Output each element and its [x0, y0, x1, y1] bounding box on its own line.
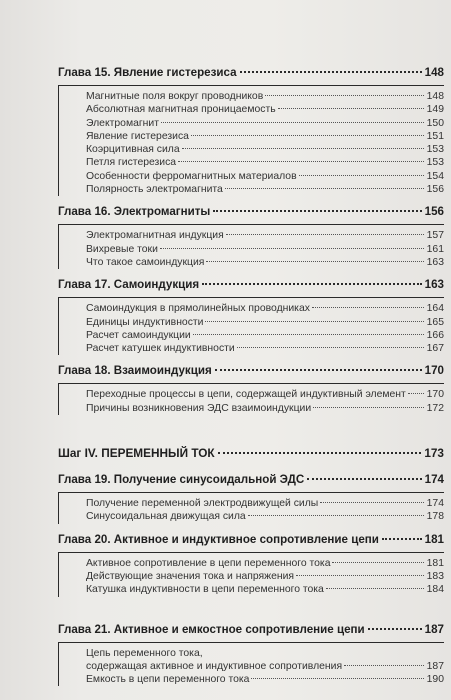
entry-page: 165	[426, 316, 444, 328]
dot-leader	[193, 334, 424, 335]
entry-title: Единицы индуктивности	[86, 316, 204, 328]
entry-page: 190	[426, 674, 444, 686]
entry-page: 184	[426, 584, 444, 596]
entry-title: Явление гистерезиса	[86, 130, 189, 142]
entry-title: Что такое самоиндукция	[86, 256, 205, 268]
chapter-title: Глава 17. Самоиндукция	[58, 278, 200, 292]
toc-entry	[86, 388, 444, 401]
dot-leader	[202, 283, 421, 285]
dot-leader	[161, 122, 424, 123]
chapter-19	[58, 473, 444, 524]
entry-page: 156	[426, 184, 444, 196]
toc-entry	[86, 316, 444, 329]
chapter-heading	[58, 66, 444, 80]
chapter-15	[58, 66, 444, 196]
entry-title: Расчет катушек индуктивности	[86, 343, 235, 355]
entry-page: 166	[426, 329, 444, 341]
entry-title: Полярность электромагнита	[86, 184, 223, 196]
entry-page: 172	[426, 402, 444, 414]
toc-entry	[86, 557, 444, 570]
entry-title: Переходные процессы в цепи, содержащей индуктивный элемент	[86, 389, 406, 401]
dot-leader	[265, 95, 424, 96]
dot-leader	[312, 307, 424, 308]
entry-page: 167	[426, 343, 444, 355]
part-page: 173	[424, 446, 444, 461]
dot-leader	[178, 161, 424, 162]
chapter-entries	[58, 642, 444, 687]
entry-page: 170	[426, 389, 444, 401]
dot-leader	[278, 108, 424, 109]
dot-leader	[251, 678, 424, 679]
entry-page: 183	[426, 570, 444, 582]
dot-leader	[182, 148, 424, 149]
chapter-heading	[58, 364, 444, 378]
entry-page: 174	[426, 498, 444, 510]
chapter-page: 170	[424, 364, 444, 378]
toc-entry	[86, 302, 444, 315]
toc-entry	[86, 243, 444, 256]
toc-entry	[86, 342, 444, 355]
chapter-20	[58, 533, 444, 597]
chapter-page: 187	[424, 622, 444, 636]
chapter-title: Глава 15. Явление гистерезиса	[58, 66, 237, 79]
dot-leader	[237, 347, 424, 348]
dot-leader	[240, 71, 422, 73]
chapter-entries	[58, 297, 444, 355]
entry-page: 187	[426, 660, 444, 672]
toc-entry	[86, 130, 444, 143]
entry-title: Цепь переменного тока,	[86, 647, 203, 659]
entry-title: Особенности ферромагнитных материалов	[86, 170, 297, 182]
chapter-entries	[58, 224, 444, 269]
chapter-heading	[58, 473, 444, 487]
dot-leader	[213, 210, 421, 212]
dot-leader	[296, 575, 424, 576]
entry-page: 153	[426, 144, 444, 156]
entry-page: 151	[426, 130, 444, 142]
dot-leader	[191, 135, 424, 136]
toc-entry	[86, 660, 444, 673]
chapter-entries	[58, 492, 444, 524]
entry-title: Электромагнит	[86, 117, 159, 129]
chapter-heading	[58, 278, 444, 292]
dot-leader	[408, 393, 424, 394]
entry-title: Электромагнитная индукция	[86, 230, 224, 242]
toc-entry	[86, 402, 444, 415]
entry-title: Самоиндукция в прямолинейных проводниках	[86, 303, 310, 315]
toc-entry	[86, 329, 444, 342]
dot-leader	[160, 248, 424, 249]
part-title: Шаг IV. ПЕРЕМЕННЫЙ ТОК	[58, 446, 215, 461]
toc-entry	[86, 103, 444, 116]
entry-page: 164	[426, 303, 444, 315]
toc-entry	[86, 583, 444, 596]
dot-leader	[320, 502, 424, 503]
toc-entry	[86, 117, 444, 130]
entry-page: 163	[426, 256, 444, 268]
chapter-18	[58, 364, 444, 415]
dot-leader	[332, 562, 424, 563]
table-of-contents	[58, 66, 444, 686]
dot-leader	[326, 588, 424, 589]
chapter-title: Глава 18. Взаимоиндукция	[58, 364, 212, 378]
dot-leader	[225, 188, 424, 189]
entry-title: Магнитные поля вокруг проводников	[86, 91, 264, 102]
toc-entry	[86, 510, 444, 523]
entry-title: Причины возникновения ЭДС взаимоиндукции	[86, 402, 312, 414]
chapter-title: Глава 16. Электромагниты	[58, 205, 211, 219]
chapter-17	[58, 278, 444, 355]
chapter-heading	[58, 533, 444, 547]
chapter-title: Глава 21. Активное и емкостное сопротивление цепи	[58, 622, 365, 636]
dot-leader	[299, 175, 424, 176]
toc-entry	[86, 256, 444, 269]
chapter-page: 156	[424, 205, 444, 219]
entry-page: 178	[426, 511, 444, 523]
dot-leader	[368, 628, 422, 630]
dot-leader	[205, 321, 424, 322]
chapter-16	[58, 205, 444, 269]
dot-leader	[218, 452, 422, 454]
chapter-title: Глава 19. Получение синусоидальной ЭДС	[58, 473, 305, 487]
dot-leader	[215, 369, 422, 371]
entry-page: 153	[426, 157, 444, 169]
chapter-page: 181	[424, 532, 444, 546]
dot-leader	[344, 665, 424, 666]
chapter-entries	[58, 552, 444, 597]
dot-leader	[206, 261, 424, 262]
dot-leader	[382, 538, 422, 540]
chapter-page: 163	[424, 278, 444, 292]
entry-title: Абсолютная магнитная проницаемость	[86, 104, 276, 116]
chapter-title: Глава 20. Активное и индуктивное сопротивление цепи	[58, 532, 379, 546]
dot-leader	[226, 234, 424, 235]
entry-page: 181	[426, 557, 444, 569]
part-heading	[58, 446, 444, 460]
entry-page: 157	[426, 230, 444, 242]
toc-entry	[86, 143, 444, 156]
toc-entry	[86, 497, 444, 510]
entry-title: содержащая активное и индуктивное сопротивления	[86, 660, 343, 672]
chapter-heading	[58, 205, 444, 219]
toc-entry	[86, 156, 444, 169]
entry-title: Петля гистерезиса	[86, 157, 177, 169]
chapter-entries	[58, 85, 444, 196]
entry-title: Вихревые токи	[86, 243, 158, 255]
entry-page: 150	[426, 117, 444, 129]
entry-title: Расчет самоиндукции	[86, 329, 191, 341]
chapter-entries	[58, 383, 444, 415]
entry-title: Катушка индуктивности в цепи переменного тока	[86, 584, 324, 596]
dot-leader	[307, 478, 421, 480]
entry-page: 161	[426, 243, 444, 255]
entry-page: 148	[426, 91, 444, 102]
dot-leader	[248, 515, 424, 516]
entry-title: Активное сопротивление в цепи переменного тока	[86, 557, 331, 569]
dot-leader	[313, 407, 424, 408]
chapter-page: 174	[424, 473, 444, 487]
entry-title: Емкость в цепи переменного тока	[86, 674, 250, 686]
entry-title: Получение переменной электродвижущей силы	[86, 498, 319, 510]
toc-entry	[86, 647, 444, 660]
entry-page: 154	[426, 170, 444, 182]
entry-title: Коэрцитивная сила	[86, 144, 180, 156]
toc-entry	[86, 90, 444, 103]
toc-entry	[86, 170, 444, 183]
toc-entry	[86, 673, 444, 686]
toc-entry	[86, 183, 444, 196]
chapter-21	[58, 623, 444, 687]
entry-title: Синусоидальная движущая сила	[86, 511, 246, 523]
toc-entry	[86, 229, 444, 242]
chapter-heading	[58, 623, 444, 637]
toc-entry	[86, 570, 444, 583]
chapter-page: 148	[424, 66, 444, 79]
entry-title: Действующие значения тока и напряжения	[86, 570, 295, 582]
entry-page: 149	[426, 104, 444, 116]
